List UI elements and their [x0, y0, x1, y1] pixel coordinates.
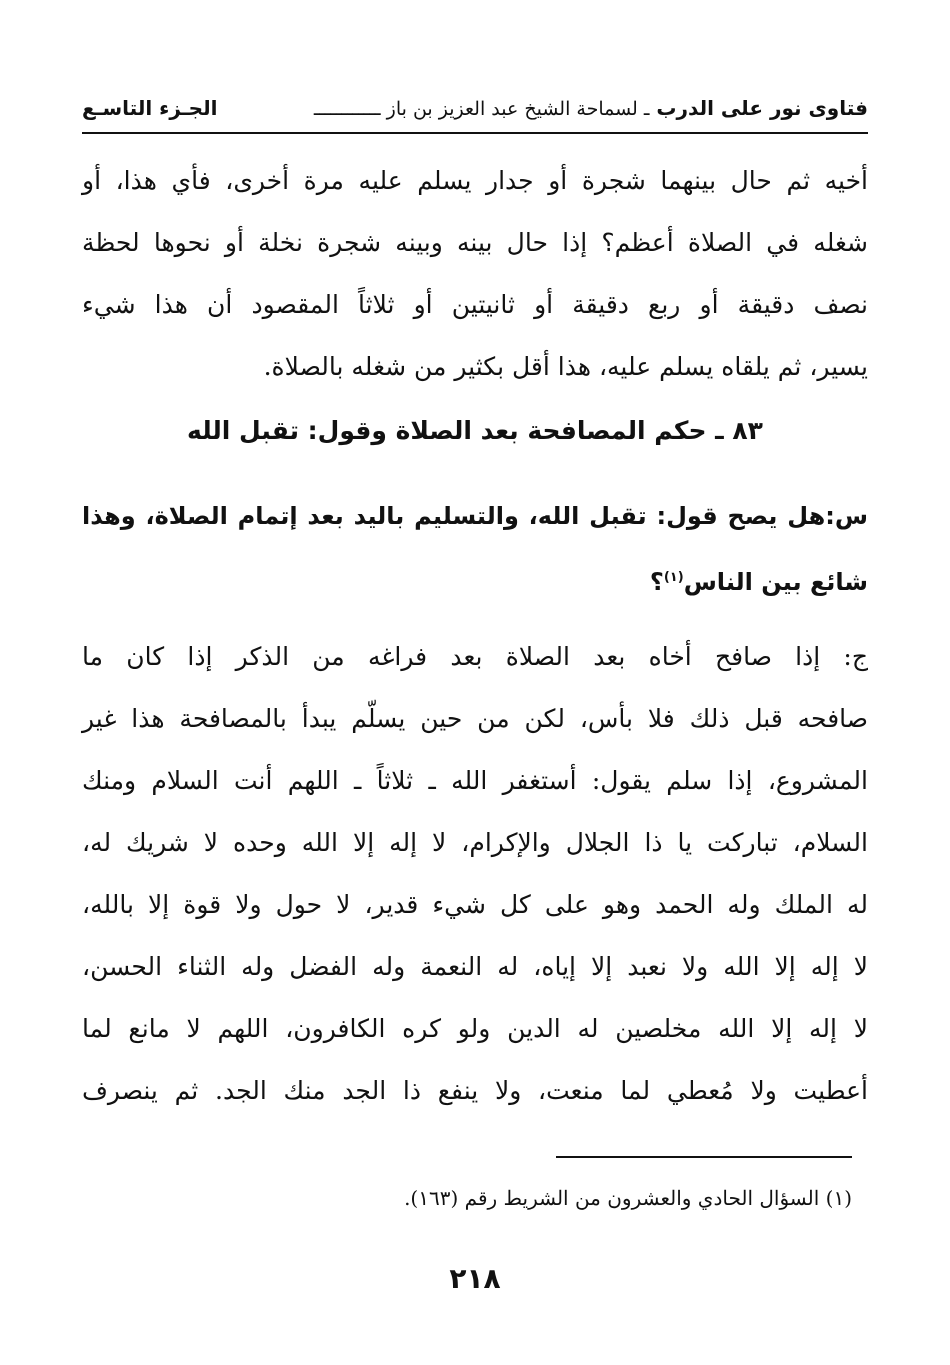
answer-line: صافحه قبل ذلك فلا بأس، لكن من حين يسلّم يبدأ بالمصافحة هذا غير [82, 704, 868, 733]
running-header [82, 92, 868, 134]
page-number: ٢١٨ [449, 1262, 501, 1295]
paragraph-continued [82, 150, 868, 398]
answer-block [82, 626, 868, 1122]
text-line: يسير، ثم يلقاه يسلم عليه، هذا أقل بكثير من شغله بالصلاة. [263, 352, 868, 381]
footnote-marker: (١) [663, 570, 684, 585]
answer-line: لا إله إلا الله مخلصين له الدين ولو كره الكافرون، اللهم لا مانع لما [82, 1014, 868, 1043]
footnote: (١) السؤال الحادي والعشرون من الشريط رقم (١٦٣). [404, 1186, 852, 1210]
question-block [82, 485, 868, 609]
text-line: شغله في الصلاة أعظم؟ إذا حال بينه وبينه شجرة نخلة أو نحوها لحظة [82, 228, 868, 257]
section-title: ٨٣ ـ حكم المصافحة بعد الصلاة وقول: تقبل الله [187, 416, 763, 445]
text-line: أخيه ثم حال بينهما شجرة أو جدار يسلم عليه مرة أخرى، فأي هذا، أو [82, 166, 868, 195]
question-line: شائع بين الناس$^{(١)}$؟ [649, 568, 868, 596]
header-author: ـ لسماحة الشيخ عبد العزيز بن باز ــــــــــــ [313, 98, 650, 120]
question-line: س:هل يصح قول: تقبل الله، والتسليم باليد بعد إتمام الصلاة، وهذا [82, 502, 868, 530]
answer-line: له الملك وله الحمد وهو على كل شيء قدير، لا حول ولا قوة إلا بالله، [82, 890, 868, 919]
answer-line: لا إله إلا الله ولا نعبد إلا إياه، له النعمة وله الفضل وله الثناء الحسن، [82, 952, 868, 981]
answer-line: المشروع، إذا سلم يقول: أستغفر الله ـ ثلاثاً ـ اللهم أنت السلام ومنك [82, 766, 868, 795]
header-volume: الجـزء التاسـع [82, 96, 218, 120]
answer-line: ج: إذا صافح أخاه بعد الصلاة بعد فراغه من الذكر إذا كان ما [82, 642, 868, 671]
footnote-separator [556, 1156, 852, 1158]
header-book-title: فتاوى نور على الدرب ـ لسماحة الشيخ عبد العزيز بن باز ــــــــــــ [313, 96, 868, 120]
answer-line: أعطيت ولا مُعطي لما منعت، ولا ينفع ذا الجد منك الجد. ثم ينصرف [82, 1076, 868, 1105]
text-line: نصف دقيقة أو ربع دقيقة أو ثانيتين أو ثلاثاً المقصود أن هذا شيء [82, 290, 868, 319]
answer-line: السلام، تباركت يا ذا الجلال والإكرام، لا إله إلا الله وحده لا شريك له، [82, 828, 868, 857]
